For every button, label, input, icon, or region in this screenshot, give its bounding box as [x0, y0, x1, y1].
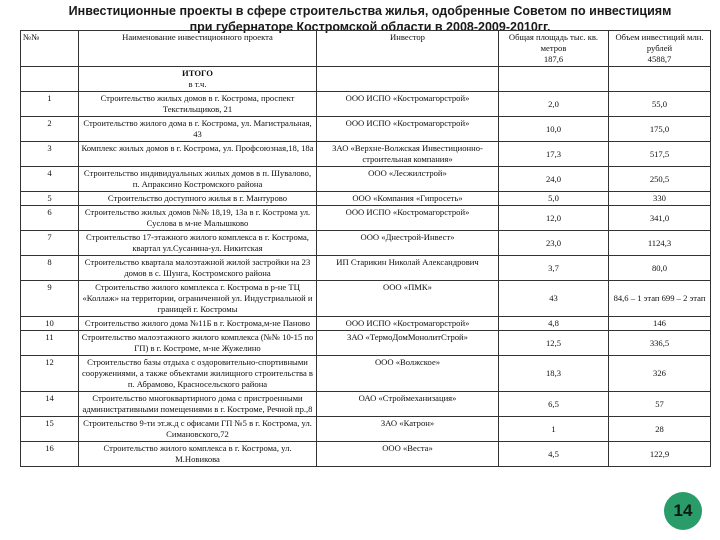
row-area: 23,0	[499, 231, 609, 256]
row-project-name: Строительство индивидуальных жилых домов в п. Шувалово, п. Апраксино Костромского района	[79, 167, 317, 192]
header-name: Наименование инвестиционного проекта	[79, 31, 317, 67]
row-area: 12,0	[499, 206, 609, 231]
row-investor: ООО ИСПО «Костромагорстрой»	[317, 317, 499, 331]
total-area: 187,6	[543, 54, 564, 64]
table-row	[21, 392, 711, 417]
row-volume: 517,5	[609, 142, 711, 167]
row-volume: 336,5	[609, 331, 711, 356]
table-row	[21, 317, 711, 331]
row-project-name: Строительство многоквартирного дома с пристроенными административными помещениями в г. Костроме, Речной пр.,8	[79, 392, 317, 417]
row-volume: 341,0	[609, 206, 711, 231]
page-number-badge: 14	[664, 492, 702, 530]
row-investor: ООО «Днестрой-Инвест»	[317, 231, 499, 256]
row-investor: ООО «Лесжилстрой»	[317, 167, 499, 192]
totals-row	[21, 67, 711, 92]
header-area-label: Общая площадь тыс. кв. метров	[508, 32, 599, 53]
row-project-name: Строительство доступного жилья в г. Мантурово	[79, 192, 317, 206]
totals-sub: в т.ч.	[188, 79, 207, 89]
row-num: 8	[21, 256, 79, 281]
row-area: 4,5	[499, 442, 609, 467]
table-row	[21, 231, 711, 256]
row-num: 7	[21, 231, 79, 256]
row-investor: ООО «ПМК»	[317, 281, 499, 317]
table-row	[21, 356, 711, 392]
table-row	[21, 281, 711, 317]
row-investor: ООО ИСПО «Костромагорстрой»	[317, 92, 499, 117]
row-volume: 146	[609, 317, 711, 331]
row-project-name: Строительство 9-ти эт.ж.д с офисами ГП №5 в г. Кострома, ул. Симановского,72	[79, 417, 317, 442]
header-investor: Инвестор	[317, 31, 499, 67]
row-project-name: Строительство жилого комплекса г. Кострома в р-не ТЦ «Коллаж» на территории, ограниченной ул. Индустриальной и границей г. Костромы	[79, 281, 317, 317]
row-investor: ЗАО «Катрон»	[317, 417, 499, 442]
row-area: 43	[499, 281, 609, 317]
row-investor: ООО «Волжское»	[317, 356, 499, 392]
row-area: 24,0	[499, 167, 609, 192]
row-num: 1	[21, 92, 79, 117]
row-num: 2	[21, 117, 79, 142]
total-volume: 4588,7	[647, 54, 672, 64]
row-num: 11	[21, 331, 79, 356]
totals-label: ИТОГО	[182, 68, 213, 78]
row-area: 10,0	[499, 117, 609, 142]
table-row	[21, 92, 711, 117]
header-volume	[609, 31, 711, 67]
row-project-name: Строительство жилого дома №11Б в г. Кострома,м-не Паново	[79, 317, 317, 331]
row-investor: ООО ИСПО «Костромагорстрой»	[317, 117, 499, 142]
row-project-name: Строительство 17-этажного жилого комплекса в г. Кострома, квартал ул.Сусанина-ул. Никитская	[79, 231, 317, 256]
row-project-name: Строительство жилого дома в г. Кострома, ул. Магистральная, 43	[79, 117, 317, 142]
row-area: 4,8	[499, 317, 609, 331]
row-project-name: Комплекс жилых домов в г. Кострома, ул. Профсоюзная,18, 18а	[79, 142, 317, 167]
row-volume: 122,9	[609, 442, 711, 467]
page-title: Инвестиционные проекты в сфере строительства жилья, одобренные Советом по инвестициям при губернаторе Костромской области в 2008-2009-2010гг.	[68, 4, 672, 33]
header-num: №№	[21, 31, 79, 67]
row-area: 12,5	[499, 331, 609, 356]
row-volume: 330	[609, 192, 711, 206]
row-investor: ЗАО «ТермоДомМонолитСтрой»	[317, 331, 499, 356]
row-investor: ООО «Веста»	[317, 442, 499, 467]
row-volume: 250,5	[609, 167, 711, 192]
row-num: 9	[21, 281, 79, 317]
row-area: 3,7	[499, 256, 609, 281]
row-area: 17,3	[499, 142, 609, 167]
table-row	[21, 206, 711, 231]
table-row	[21, 417, 711, 442]
header-area	[499, 31, 609, 67]
row-num: 15	[21, 417, 79, 442]
table-row	[21, 117, 711, 142]
row-project-name: Строительство квартала малоэтажной жилой застройки на 23 домов в с. Шунга, Костромского района	[79, 256, 317, 281]
row-project-name: Строительство жилых домов №№ 18,19, 13а в г. Кострома ул. Суслова в м-не Малышково	[79, 206, 317, 231]
table-row	[21, 442, 711, 467]
table-row	[21, 167, 711, 192]
row-area: 5,0	[499, 192, 609, 206]
row-investor: ООО «Компания «Гипросеть»	[317, 192, 499, 206]
row-num: 6	[21, 206, 79, 231]
row-num: 4	[21, 167, 79, 192]
row-volume: 1124,3	[609, 231, 711, 256]
row-investor: ОАО «Строймеханизация»	[317, 392, 499, 417]
row-volume: 57	[609, 392, 711, 417]
row-volume: 80,0	[609, 256, 711, 281]
row-area: 2,0	[499, 92, 609, 117]
row-investor: ИП Старикин Николай Александрович	[317, 256, 499, 281]
row-volume: 28	[609, 417, 711, 442]
row-area: 18,3	[499, 356, 609, 392]
row-area: 1	[499, 417, 609, 442]
row-volume: 326	[609, 356, 711, 392]
row-num: 12	[21, 356, 79, 392]
header-row	[21, 31, 711, 67]
projects-table	[20, 30, 711, 467]
row-num: 5	[21, 192, 79, 206]
row-num: 14	[21, 392, 79, 417]
row-investor: ЗАО «Верхне-Волжская Инвестиционно-строительная компания»	[317, 142, 499, 167]
table-row	[21, 142, 711, 167]
table-row	[21, 256, 711, 281]
row-volume: 175,0	[609, 117, 711, 142]
table-row	[21, 331, 711, 356]
row-volume: 55,0	[609, 92, 711, 117]
row-project-name: Строительство жилого комплекса в г. Кострома, ул. М.Новикова	[79, 442, 317, 467]
table-row	[21, 192, 711, 206]
table-body	[21, 67, 711, 467]
row-project-name: Строительство малоэтажного жилого комплекса (№№ 10-15 по ГП) в г. Костроме, м-не Жужелино	[79, 331, 317, 356]
header-volume-label: Объем инвестиций млн. рублей	[615, 32, 704, 53]
row-investor: ООО ИСПО «Костромагорстрой»	[317, 206, 499, 231]
row-project-name: Строительство жилых домов в г. Кострома, проспект Текстильщиков, 21	[79, 92, 317, 117]
row-area: 6,5	[499, 392, 609, 417]
row-volume: 84,6 – 1 этап 699 – 2 этап	[609, 281, 711, 317]
row-num: 3	[21, 142, 79, 167]
row-num: 16	[21, 442, 79, 467]
row-num: 10	[21, 317, 79, 331]
row-project-name: Строительство базы отдыха с оздоровительно-спортивными сооружениями, а также объектами жилищного строительства в п. Абрамово, Красносельского района	[79, 356, 317, 392]
